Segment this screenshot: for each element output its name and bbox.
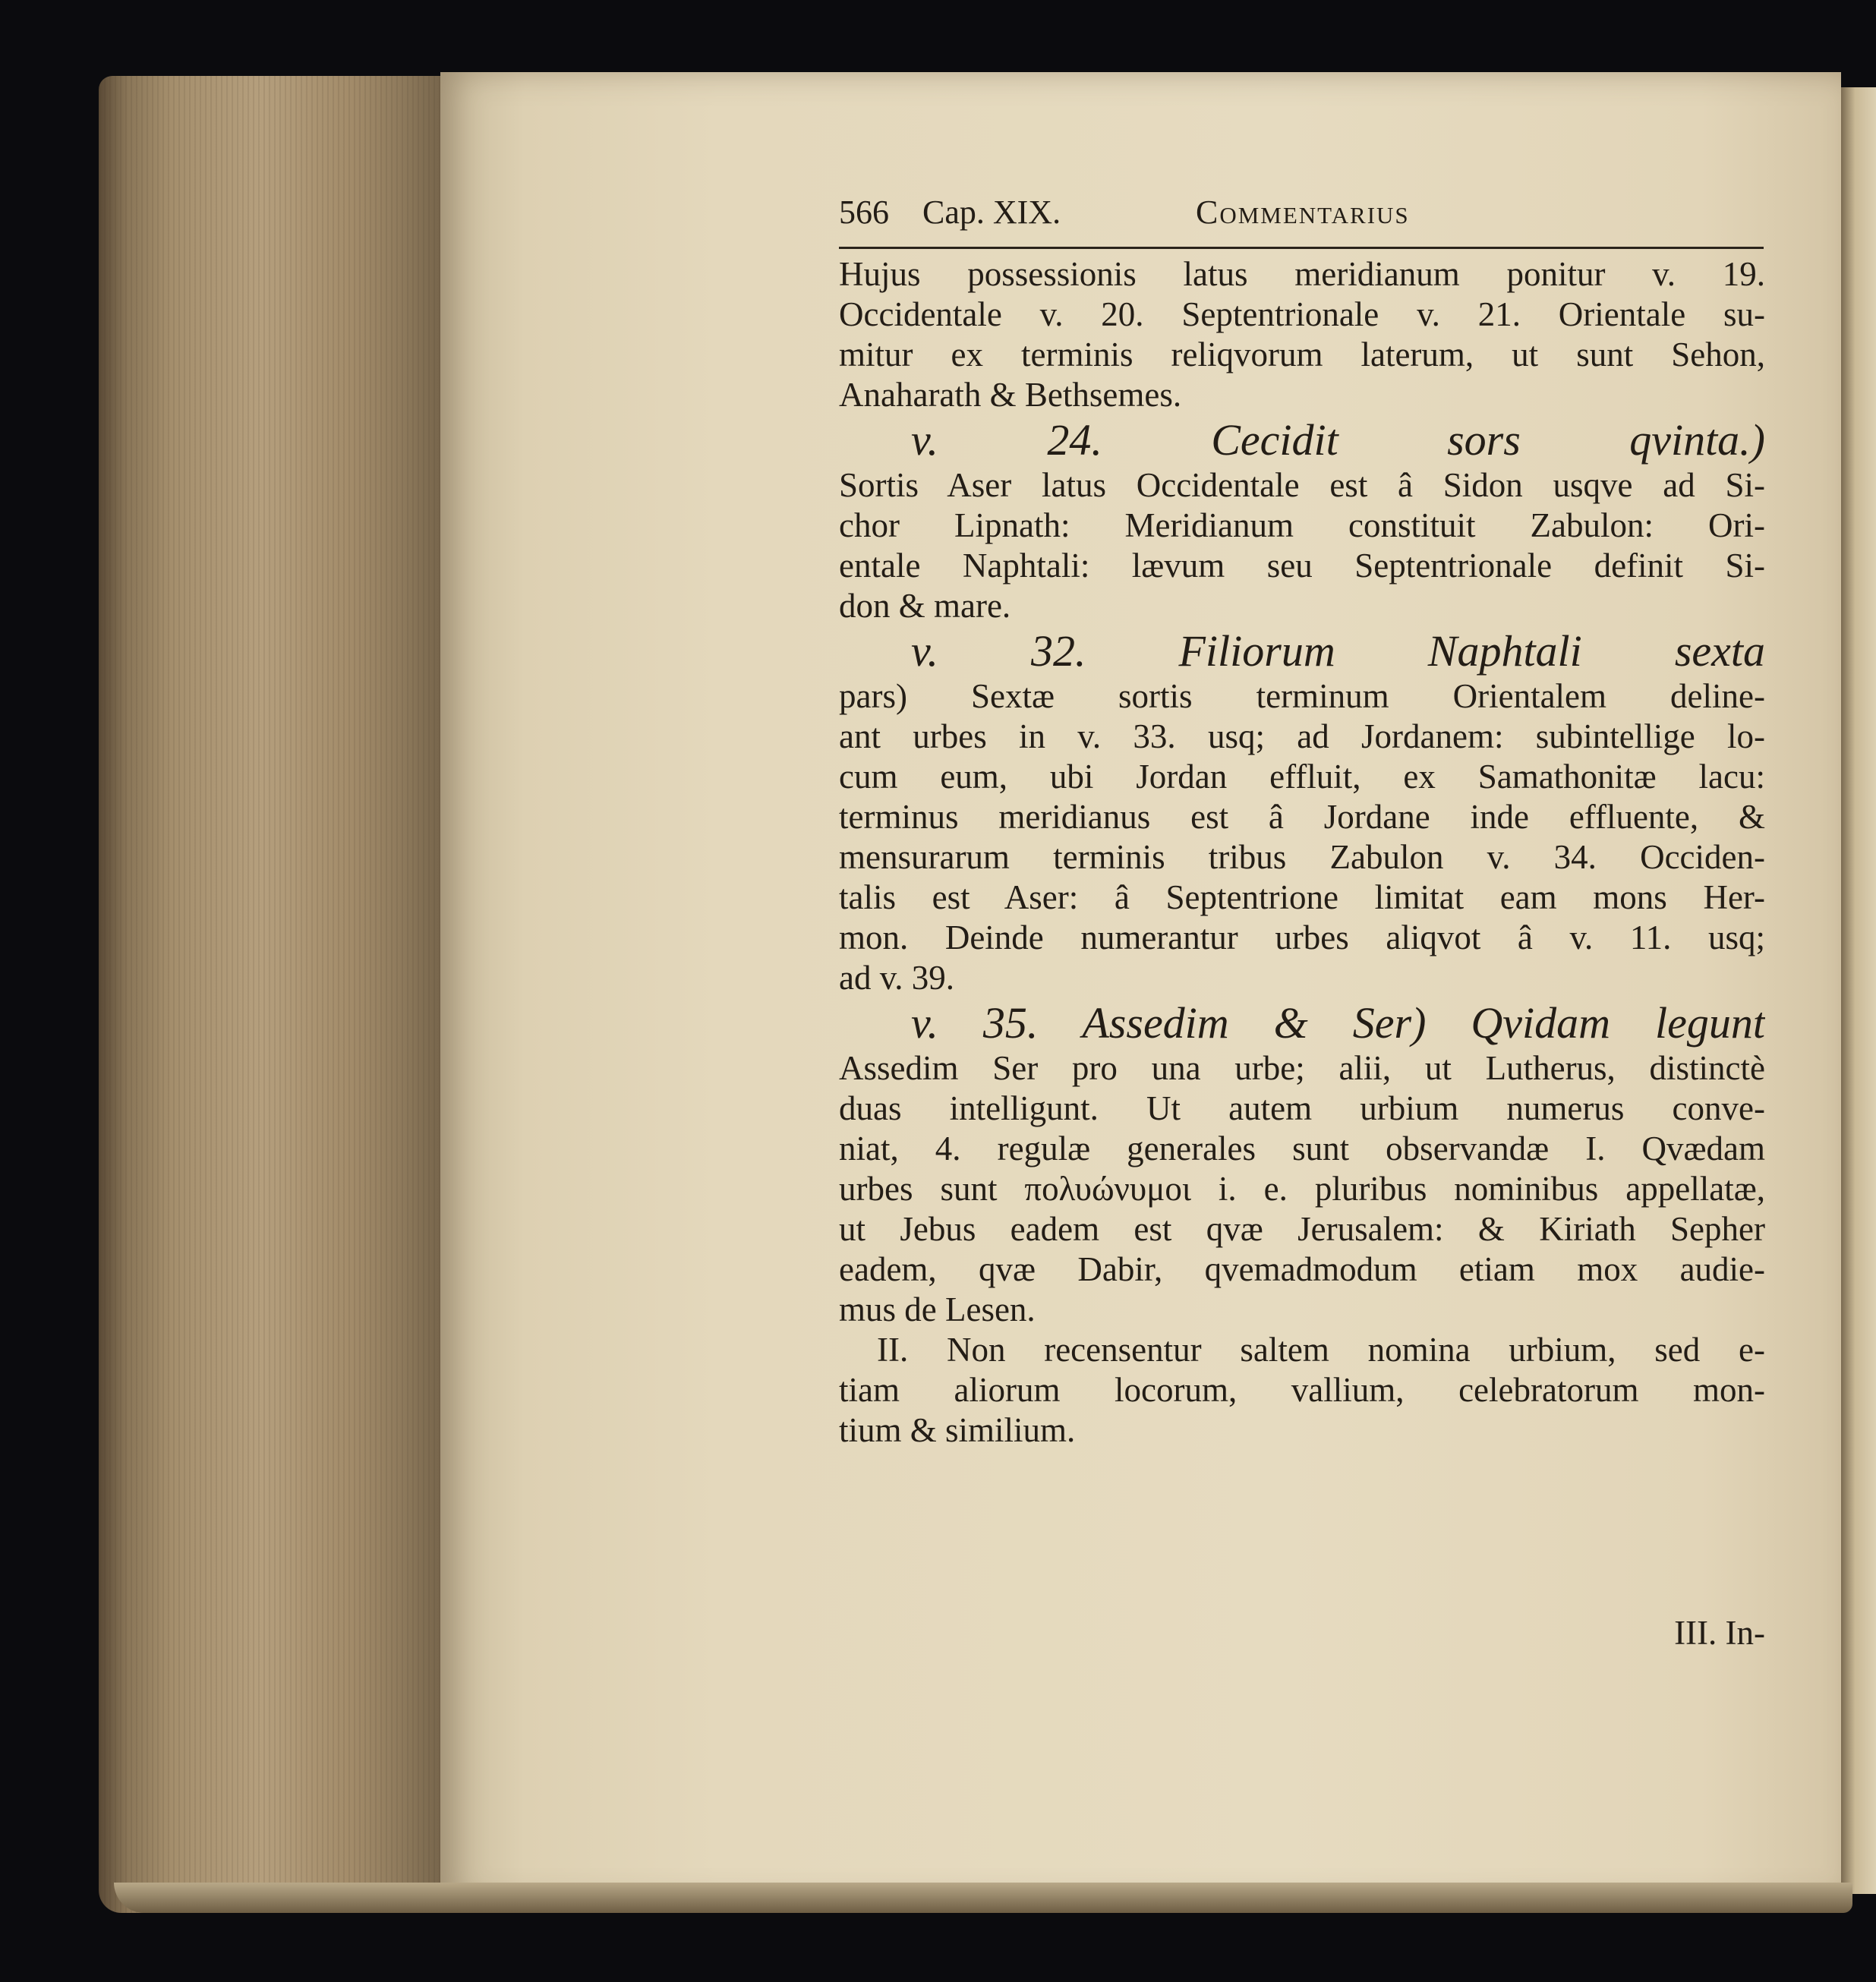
header-title: Commentarius bbox=[1196, 194, 1410, 231]
verse-heading: v. 24. Cecidit sors qvinta.) bbox=[911, 415, 1765, 465]
text-line: tiam aliorum locorum, vallium, celebratorum mon- bbox=[839, 1371, 1765, 1409]
text-line: Assedim Ser pro una urbe; alii, ut Lutherus, distinctè bbox=[839, 1049, 1765, 1087]
text-line: II. Non recensentur saltem nomina urbium, sed e- bbox=[877, 1331, 1765, 1369]
text-line: Sortis Aser latus Occidentale est â Sidon usqve ad Si- bbox=[839, 466, 1765, 504]
text-line: talis est Aser: â Septentrione limitat eam mons Her- bbox=[839, 878, 1765, 916]
chapter-label: Cap. XIX. bbox=[922, 194, 1061, 231]
text-line: mensurarum terminis tribus Zabulon v. 34. Occiden- bbox=[839, 838, 1765, 876]
text-line: entale Naphtali: lævum seu Septentrionale definit Si- bbox=[839, 547, 1765, 585]
text-line: ad v. 39. bbox=[839, 959, 955, 997]
text-line: ant urbes in v. 33. usq; ad Jordanem: subintellige lo- bbox=[839, 717, 1765, 755]
catchword: III. In- bbox=[1674, 1614, 1765, 1652]
page-block-edge bbox=[99, 76, 456, 1913]
facing-page-edge bbox=[1841, 87, 1876, 1894]
text-line: tium & similium. bbox=[839, 1411, 1076, 1449]
text-line: pars) Sextæ sortis terminum Orientalem deline- bbox=[839, 677, 1765, 715]
text-line: mitur ex terminis reliqvorum laterum, ut sunt Sehon, bbox=[839, 336, 1765, 373]
verse-heading: v. 35. Assedim & Ser) Qvidam legunt bbox=[911, 998, 1765, 1048]
body-text bbox=[839, 254, 1765, 1451]
book-bottom-edge bbox=[114, 1883, 1852, 1913]
header-rule bbox=[839, 247, 1764, 249]
text-line: mon. Deinde numerantur urbes aliqvot â v. 11. usq; bbox=[839, 919, 1765, 956]
page-number: 566 bbox=[839, 194, 889, 231]
text-line: eadem, qvæ Dabir, qvemadmodum etiam mox audie- bbox=[839, 1250, 1765, 1288]
text-line: Anaharath & Bethsemes. bbox=[839, 376, 1182, 414]
text-line: Hujus possessionis latus meridianum ponitur v. 19. bbox=[839, 255, 1765, 293]
text-line: chor Lipnath: Meridianum constituit Zabulon: Ori- bbox=[839, 506, 1765, 544]
text-line: don & mare. bbox=[839, 587, 1011, 625]
text-line: duas intelligunt. Ut autem urbium numerus conve- bbox=[839, 1089, 1765, 1127]
text-line: mus de Lesen. bbox=[839, 1290, 1036, 1328]
text-line: Occidentale v. 20. Septentrionale v. 21. Orientale su- bbox=[839, 295, 1765, 333]
verse-heading: v. 32. Filiorum Naphtali sexta bbox=[911, 626, 1765, 676]
text-line: terminus meridianus est â Jordane inde effluente, & bbox=[839, 798, 1765, 836]
text-line: ut Jebus eadem est qvæ Jerusalem: & Kiriath Sepher bbox=[839, 1210, 1765, 1248]
text-block bbox=[839, 186, 1765, 1659]
text-line: urbes sunt πολυώνυμοι i. e. pluribus nominibus appellatæ, bbox=[839, 1170, 1765, 1208]
running-head bbox=[839, 186, 1765, 239]
text-line: niat, 4. regulæ generales sunt observandæ I. Qvædam bbox=[839, 1130, 1765, 1167]
text-line: cum eum, ubi Jordan effluit, ex Samathonitæ lacu: bbox=[839, 758, 1765, 796]
